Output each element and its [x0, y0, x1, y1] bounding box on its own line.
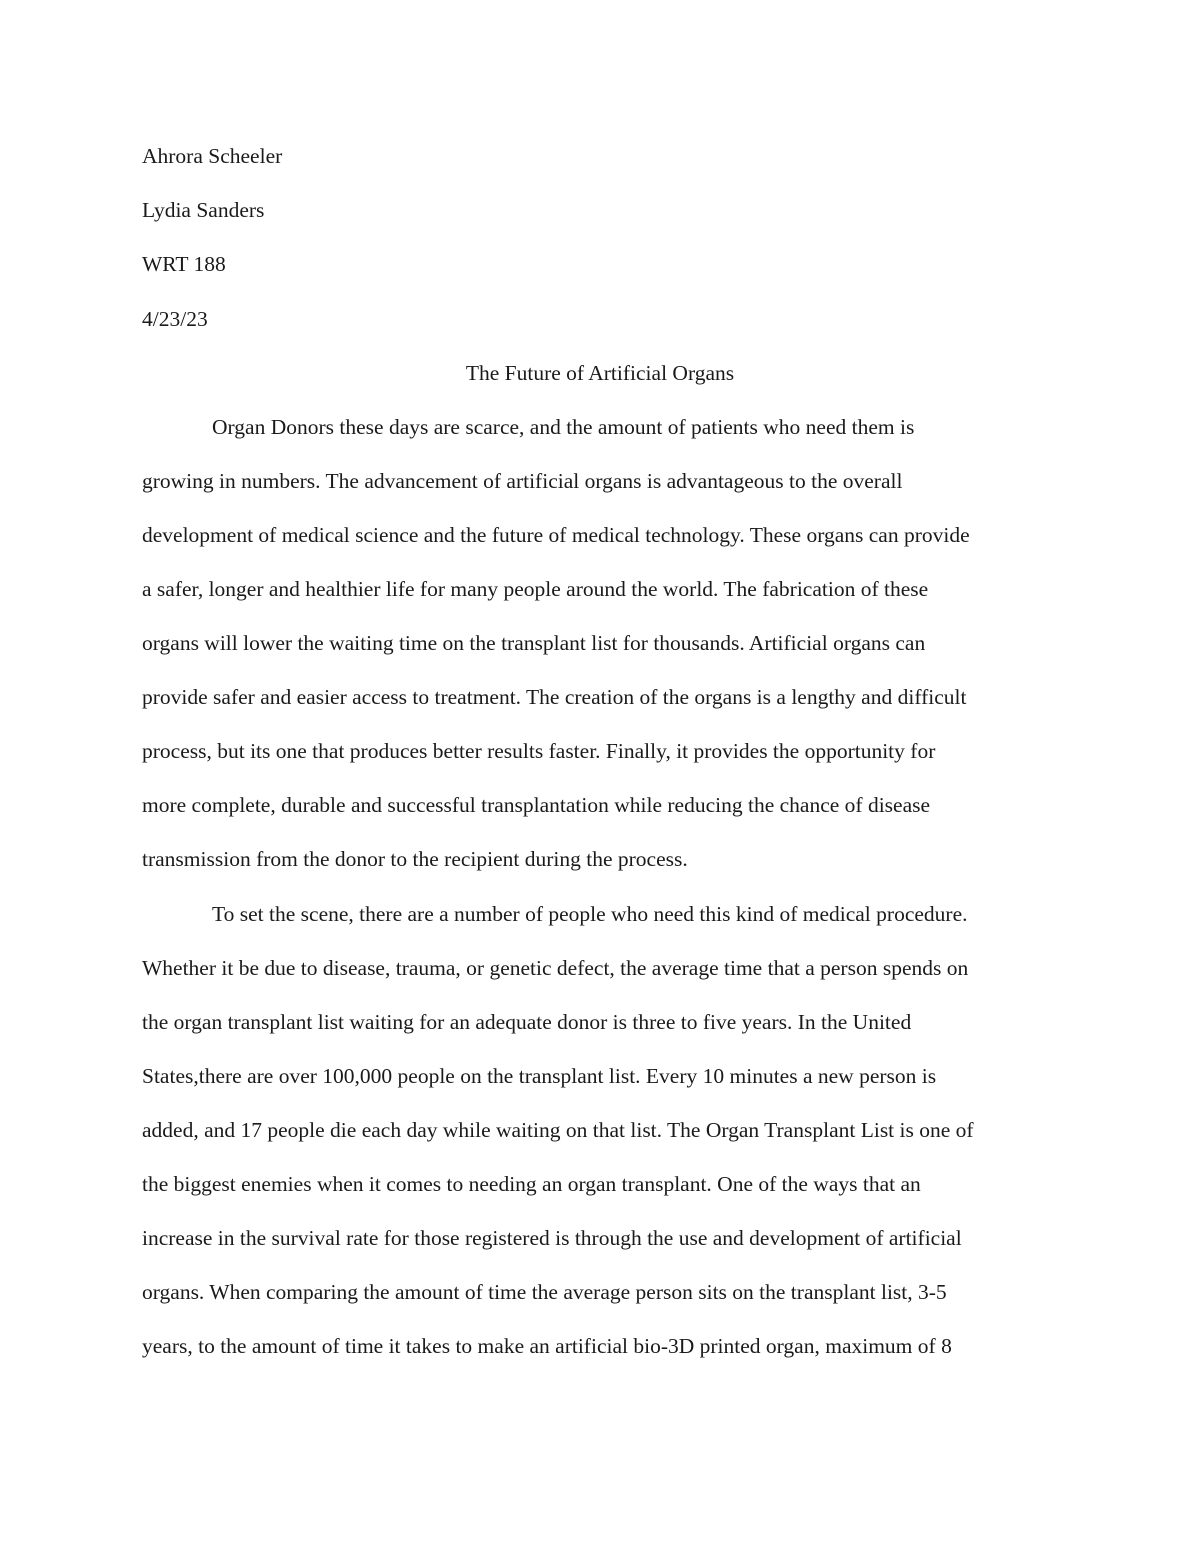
student-name: Ahrora Scheeler: [142, 144, 283, 168]
paragraph-1-line-8: more complete, durable and successful transplantation while reducing the chance of disease: [142, 793, 931, 817]
paragraph-2-line-4: States,there are over 100,000 people on the transplant list. Every 10 minutes a new person is: [142, 1064, 937, 1088]
document-date: 4/23/23: [142, 307, 208, 331]
paragraph-1-line-3: development of medical science and the future of medical technology. These organs can provide: [142, 523, 970, 547]
paragraph-2-line-2: Whether it be due to disease, trauma, or genetic defect, the average time that a person spends on: [142, 956, 969, 980]
paragraph-2-line-1: To set the scene, there are a number of people who need this kind of medical procedure.: [212, 902, 968, 926]
paragraph-1-line-1: Organ Donors these days are scarce, and the amount of patients who need them is: [212, 415, 915, 439]
paragraph-1-line-9: transmission from the donor to the recipient during the process.: [142, 847, 688, 871]
paragraph-1-line-7: process, but its one that produces better results faster. Finally, it provides the opportunity for: [142, 739, 936, 763]
paragraph-2-line-5: added, and 17 people die each day while waiting on that list. The Organ Transplant List is one of: [142, 1118, 974, 1142]
document-title: The Future of Artificial Organs: [465, 361, 735, 385]
paragraph-2-line-6: the biggest enemies when it comes to needing an organ transplant. One of the ways that an: [142, 1172, 921, 1196]
paragraph-2-line-8: organs. When comparing the amount of time the average person sits on the transplant list, 3-5: [142, 1280, 947, 1304]
paragraph-2-line-9: years, to the amount of time it takes to make an artificial bio-3D printed organ, maximum of 8: [142, 1334, 952, 1358]
paragraph-2-line-3: the organ transplant list waiting for an adequate donor is three to five years. In the United: [142, 1010, 912, 1034]
course-name: WRT 188: [142, 252, 226, 276]
paragraph-1-line-4: a safer, longer and healthier life for many people around the world. The fabrication of these: [142, 577, 929, 601]
instructor-name: Lydia Sanders: [142, 198, 265, 222]
paragraph-1-line-6: provide safer and easier access to treatment. The creation of the organs is a lengthy and difficult: [142, 685, 967, 709]
paragraph-2-line-7: increase in the survival rate for those registered is through the use and development of artificial: [142, 1226, 962, 1250]
paragraph-1-line-5: organs will lower the waiting time on the transplant list for thousands. Artificial organs can: [142, 631, 926, 655]
paragraph-1-line-2: growing in numbers. The advancement of artificial organs is advantageous to the overall: [142, 469, 903, 493]
